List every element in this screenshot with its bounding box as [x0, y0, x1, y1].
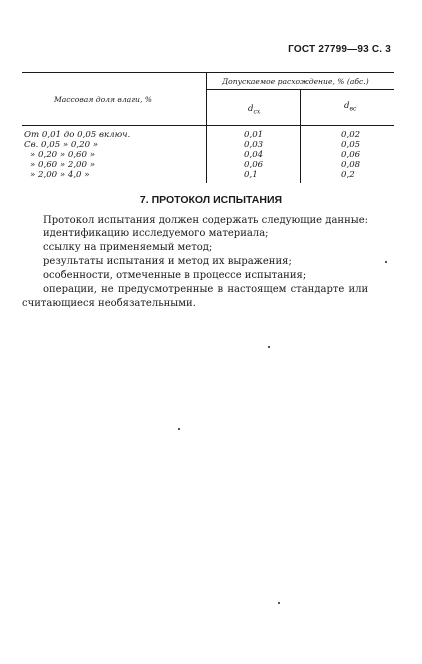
d-vs-sub: вс — [349, 105, 357, 113]
row-label: » 0,20 » 0,60 » — [30, 150, 95, 160]
row-value-dvs: 0,05 — [341, 140, 361, 150]
paragraph-line: считающиеся необязательными. — [22, 298, 196, 309]
paragraph-line: ссылку на применяемый метод; — [43, 242, 213, 253]
paragraph-line: особенности, отмеченные в процессе испытания; — [43, 270, 307, 281]
col-header-d-sx — [248, 104, 260, 116]
row-value-dsx: 0,1 — [244, 170, 258, 180]
table-header-rule — [22, 125, 394, 126]
row-value-dvs: 0,06 — [341, 150, 361, 160]
col-header-d-vs — [344, 101, 356, 113]
row-label: Св. 0,05 » 0,20 » — [24, 140, 99, 150]
d-sx-sub: сх — [253, 108, 261, 116]
d-vs-main: d — [344, 101, 350, 111]
scan-speck — [385, 261, 387, 263]
table-col-divider-1 — [206, 72, 207, 183]
row-value-dsx: 0,01 — [244, 130, 264, 140]
row-label: » 2,00 » 4,0 » — [30, 170, 90, 180]
table-top-rule — [22, 72, 394, 73]
col-header-moisture: Массовая доля влаги, % — [54, 95, 152, 104]
scan-speck — [278, 602, 280, 604]
scan-speck — [178, 428, 180, 430]
row-value-dvs: 0,2 — [341, 170, 355, 180]
scan-speck — [268, 346, 270, 348]
row-value-dvs: 0,08 — [341, 160, 361, 170]
row-label: От 0,01 до 0,05 включ. — [24, 130, 131, 140]
row-label: » 0,60 » 2,00 » — [30, 160, 95, 170]
table-col-divider-2 — [300, 89, 301, 183]
col-header-tolerance: Допускаемое расхождение, % (абс.) — [222, 77, 369, 86]
row-value-dsx: 0,04 — [244, 150, 264, 160]
paragraph-line: операции, не предусмотренные в настоящем стандарте или — [43, 284, 369, 295]
page-header: ГОСТ 27799—93 С. 3 — [288, 44, 391, 55]
paragraph-line: идентификацию исследуемого материала; — [43, 228, 269, 239]
row-value-dsx: 0,03 — [244, 140, 264, 150]
row-value-dvs: 0,02 — [341, 130, 361, 140]
paragraph-line: результаты испытания и метод их выражения; — [43, 256, 292, 267]
d-sx-main: d — [248, 104, 254, 114]
paragraph-line: Протокол испытания должен содержать следующие данные: — [43, 215, 368, 226]
row-value-dsx: 0,06 — [244, 160, 264, 170]
section-title: 7. ПРОТОКОЛ ИСПЫТАНИЯ — [139, 194, 283, 206]
